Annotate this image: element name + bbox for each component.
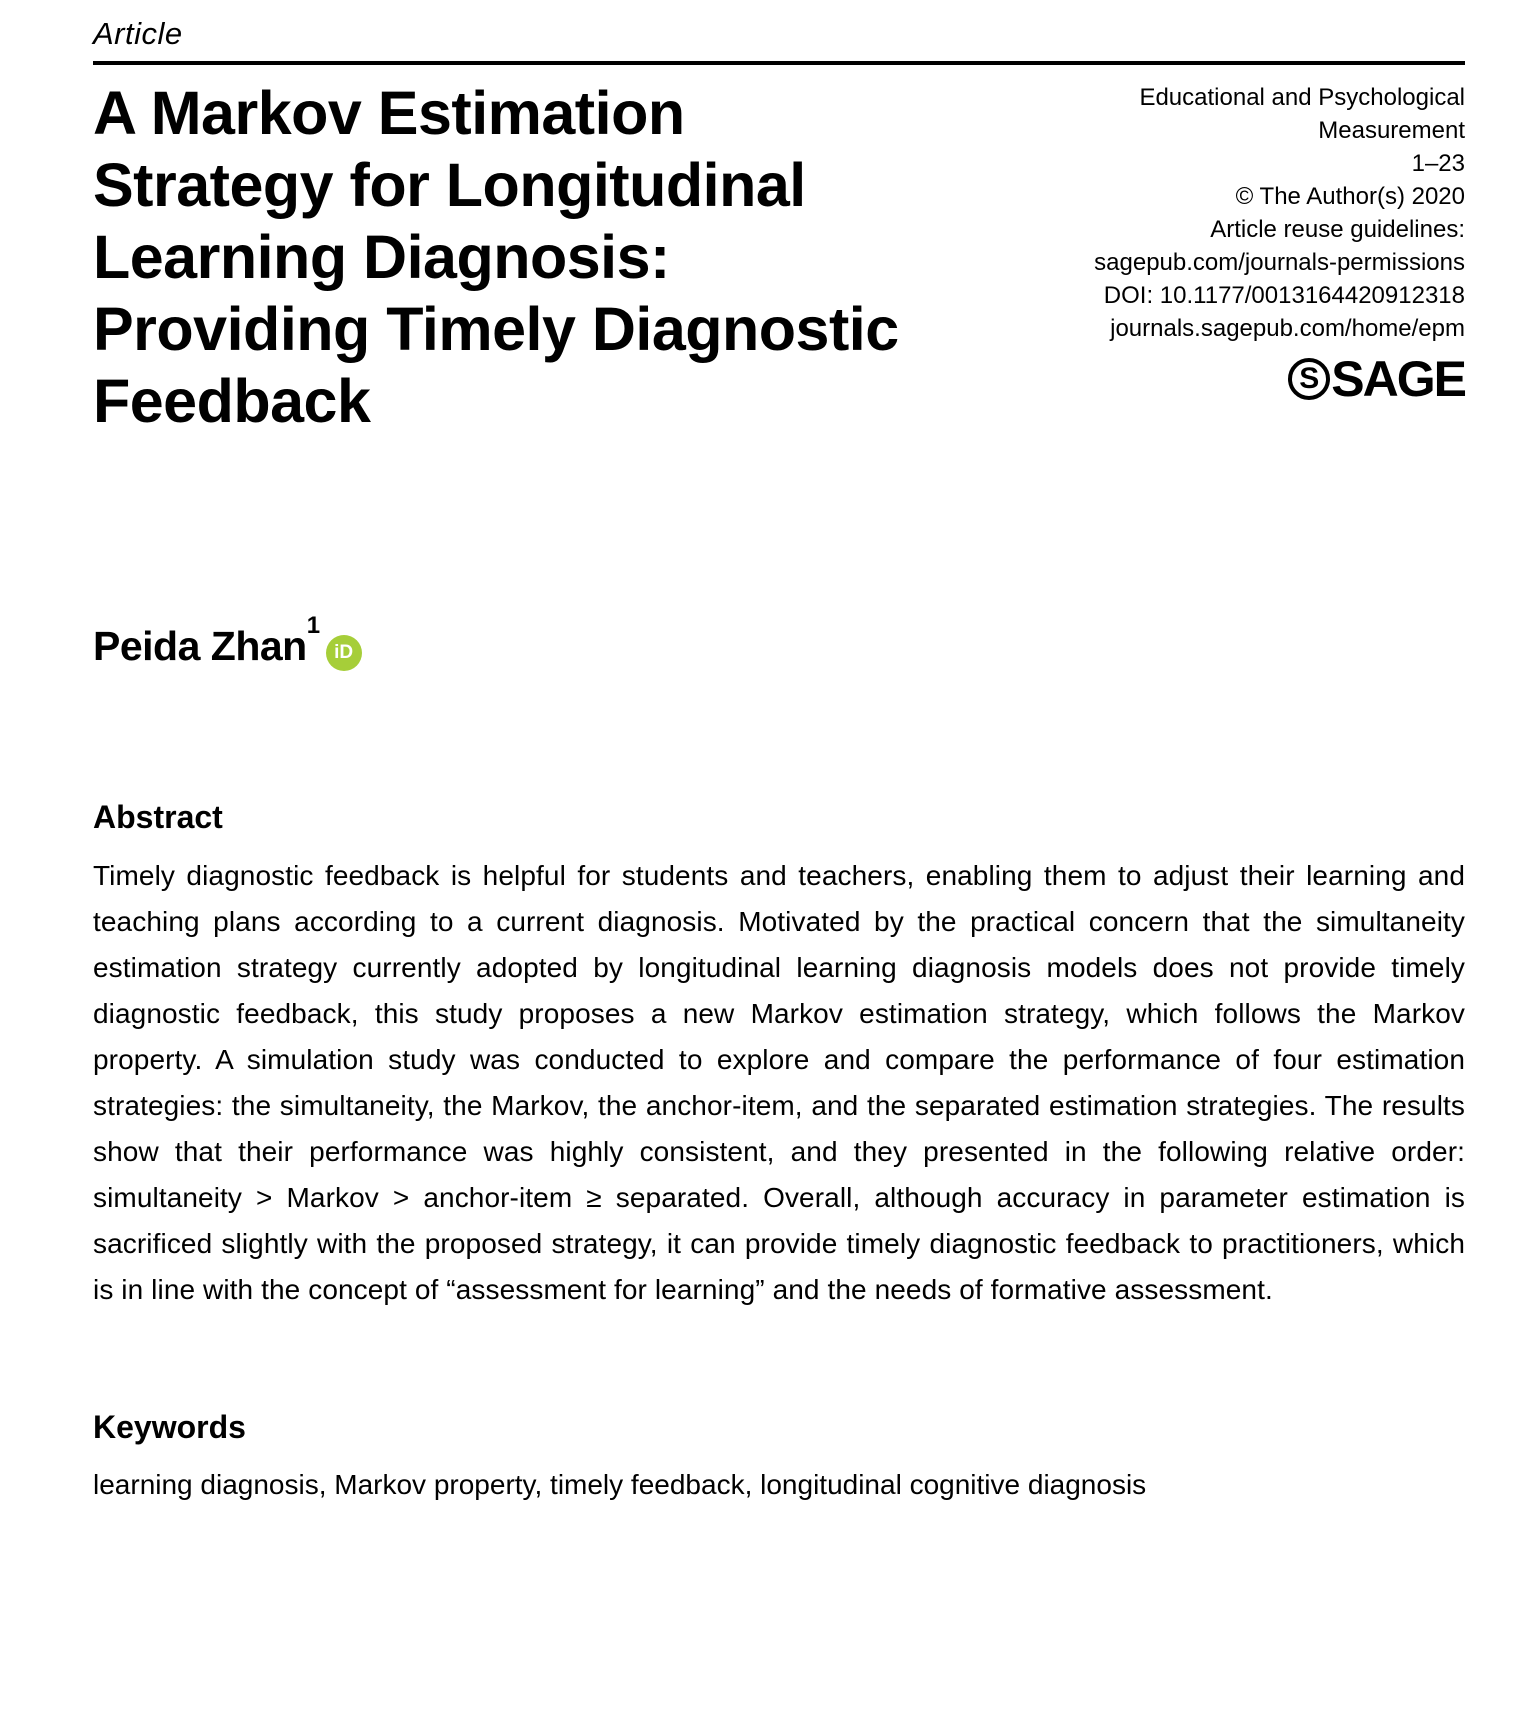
permissions-link[interactable]: sagepub.com/journals-permissions	[1094, 249, 1465, 276]
doi-line: DOI: 10.1177/0013164420912318	[1103, 282, 1465, 309]
title-line-4: Providing Timely Diagnostic	[93, 295, 899, 363]
title-line-1: A Markov Estimation	[93, 79, 685, 147]
journal-name-line-1: Educational and Psychological	[1139, 84, 1465, 111]
title-line-5: Feedback	[93, 367, 371, 435]
article-title	[93, 77, 923, 437]
header-row	[93, 77, 1465, 437]
journal-info-block	[923, 77, 1465, 437]
journal-home-link[interactable]: journals.sagepub.com/home/epm	[1110, 315, 1465, 342]
orcid-icon[interactable]: iD	[326, 635, 362, 671]
copyright-notice: © The Author(s) 2020	[1235, 183, 1465, 210]
affiliation-superscript: 1	[306, 612, 320, 640]
abstract-text: Timely diagnostic feedback is helpful for students and teachers, enabling them to adjust their learning and teaching plans according to a current diagnosis. Motivated by the practical concern that the simultaneity estimation strategy currently adopted by longitudinal learning diagnosis models does not provide timely diagnostic feedback, this study proposes a new Markov estimation strategy, which follows the Markov property. A simulation study was conducted to explore and compare the performance of four estimation strategies: the simultaneity, the Markov, the anchor-item, and the separated estimation strategies. The results show that their performance was highly consistent, and they presented in the following relative order: simultaneity > Markov > anchor-item ≥ separated. Overall, although accuracy in parameter estimation is sacrificed slightly with the proposed strategy, it can provide timely diagnostic feedback to practitioners, which is in line with the concept of “assessment for learning” and the needs of formative assessment.	[93, 860, 1465, 1305]
sage-logo-text: SAGE	[1331, 351, 1465, 407]
keywords-heading: Keywords	[93, 1409, 246, 1445]
reuse-guidelines-label: Article reuse guidelines:	[1210, 216, 1465, 243]
title-line-3: Learning Diagnosis:	[93, 223, 670, 291]
keywords-text: learning diagnosis, Markov property, timely feedback, longitudinal cognitive diagnosis	[93, 1469, 1147, 1500]
sage-circle-s-icon: S	[1288, 358, 1330, 400]
page-range: 1–23	[1411, 150, 1465, 177]
sage-logo	[923, 351, 1465, 407]
author-byline	[93, 612, 1465, 671]
header-divider-rule	[93, 61, 1465, 65]
journal-name-line-2: Measurement	[1318, 117, 1465, 144]
abstract-heading: Abstract	[93, 799, 223, 835]
author-name: Peida Zhan$^1$	[93, 612, 320, 669]
article-type-label: Article	[93, 16, 183, 51]
title-line-2: Strategy for Longitudinal	[93, 151, 806, 219]
